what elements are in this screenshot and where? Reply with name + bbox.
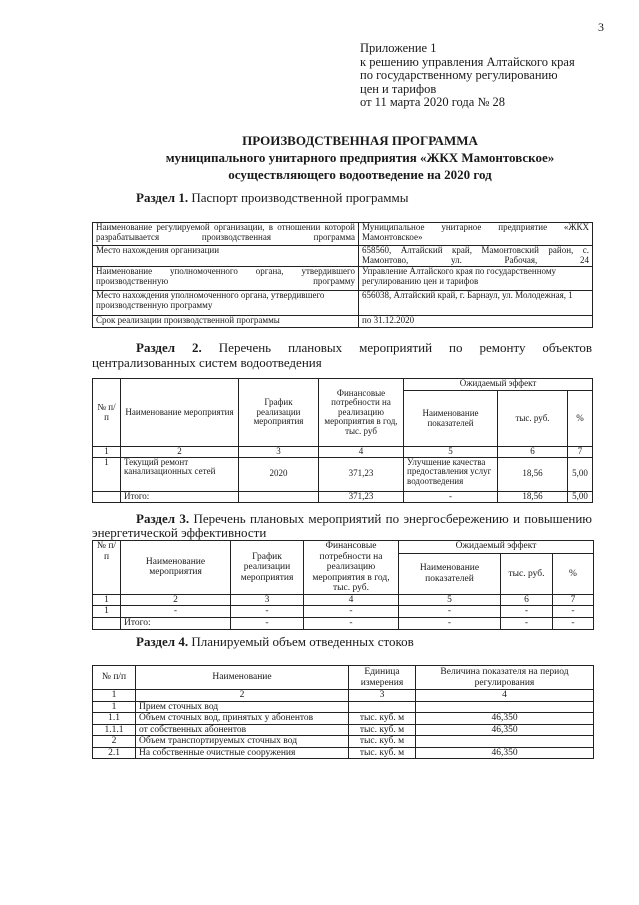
appendix-line: от 11 марта 2020 года № 28 (360, 95, 505, 109)
cell: - (399, 618, 501, 630)
cell (416, 736, 594, 748)
cell: 1.1 (93, 713, 136, 725)
cell: Срок реализации производственной программы (93, 316, 359, 328)
cell: Место нахождения уполномоченного органа, утвердившего производственную программу (93, 291, 359, 316)
cell: 3 (349, 690, 416, 702)
cell: 1.1.1 (93, 724, 136, 736)
cell: - (231, 606, 304, 618)
header-cell: Ожидаемый эффект (404, 379, 593, 391)
cell: 6 (501, 594, 553, 606)
table-row (93, 246, 593, 267)
table-row (93, 223, 593, 246)
section1-heading (136, 190, 408, 205)
cell: 18,56 (498, 491, 568, 502)
table-row (93, 316, 593, 328)
table-row (93, 491, 593, 502)
cell: 5 (404, 447, 498, 458)
header-cell: тыс. руб. (498, 391, 568, 447)
header-cell: Наименование показателей (404, 391, 498, 447)
table-row (93, 457, 593, 491)
cell: 6 (498, 447, 568, 458)
section-title: Перечень плановых мероприятий по ремонту объектов централизованных систем водоотведения (92, 340, 593, 370)
cell: - (399, 606, 501, 618)
appendix-line: цен и тарифов (360, 81, 437, 96)
header-cell: Наименование мероприятия (121, 379, 239, 447)
cell: по 31.12.2020 (359, 316, 593, 328)
header-cell: Ожидаемый эффект (399, 541, 594, 554)
table-row (93, 701, 594, 713)
header-cell: № п/п (93, 666, 136, 690)
cell: Объем сточных вод, принятых у абонентов (136, 713, 349, 725)
cell: 2 (93, 736, 136, 748)
document-title (60, 132, 639, 183)
cell: 4 (416, 690, 594, 702)
cell: - (404, 491, 498, 502)
header-cell: Наименование мероприятия (121, 541, 231, 595)
section-title: Паспорт производственной программы (191, 190, 409, 205)
title-line: осуществляющего водоотведение на 2020 год (228, 167, 492, 182)
cell: 371,23 (319, 457, 404, 491)
cell: 7 (553, 594, 594, 606)
cell (239, 491, 319, 502)
cell: - (121, 606, 231, 618)
header-cell: График реализации мероприятия (231, 541, 304, 595)
table-row (93, 291, 593, 316)
header-cell: № п/п (93, 379, 121, 447)
section-title: Перечень плановых мероприятий по энергосбережению и повышению энергетической эффективности (92, 511, 592, 540)
cell: тыс. куб. м (349, 747, 416, 759)
table-row (93, 267, 593, 291)
table-row (93, 606, 594, 618)
header-cell: Наименование показателей (399, 554, 501, 594)
cell: 371,23 (319, 491, 404, 502)
cell: Объем транспортируемых сточных вод (136, 736, 349, 748)
title-line: ПРОИЗВОДСТВЕННАЯ ПРОГРАММА (242, 133, 478, 148)
section-label: Раздел 4. (136, 634, 189, 649)
cell: Прием сточных вод (136, 701, 349, 713)
cell: 2020 (239, 457, 319, 491)
header-cell: % (553, 554, 594, 594)
table-row (93, 724, 594, 736)
cell: 5,00 (568, 491, 593, 502)
header-cell: Наименование (136, 666, 349, 690)
cell: 1 (93, 690, 136, 702)
cell: 2 (121, 594, 231, 606)
cell: 1 (93, 606, 121, 618)
cell: Муниципальное унитарное предприятие «ЖКХ Мамонтовское» (359, 223, 593, 246)
cell: 1 (93, 594, 121, 606)
cell: 2 (136, 690, 349, 702)
section3-table (92, 540, 594, 630)
cell: 2 (121, 447, 239, 458)
section2-table (92, 378, 593, 503)
section-label: Раздел 1. (136, 190, 189, 205)
cell (416, 701, 594, 713)
section1-table (92, 222, 593, 328)
section4-heading (136, 634, 414, 649)
cell: Место нахождения организации (93, 246, 359, 267)
table-row (93, 594, 594, 606)
cell: Наименование уполномоченного органа, утвердившего производственную программу (93, 267, 359, 291)
cell: 7 (568, 447, 593, 458)
header-cell: Финансовые потребности на реализацию мероприятия в год, тыс. руб. (304, 541, 399, 595)
cell: 1 (93, 447, 121, 458)
cell: - (553, 618, 594, 630)
cell: Текущий ремонт канализационных сетей (121, 457, 239, 491)
cell: Улучшение качества предоставления услуг водоотведения (404, 457, 498, 491)
cell: - (553, 606, 594, 618)
section2-heading (92, 340, 592, 370)
header-cell: Единица измерения (349, 666, 416, 690)
cell (349, 701, 416, 713)
appendix-line: по государственному регулированию (360, 68, 558, 82)
table-row (93, 736, 594, 748)
cell: 2.1 (93, 747, 136, 759)
page-number: 3 (598, 20, 604, 34)
table-row (93, 690, 594, 702)
section-label: Раздел 3. (136, 511, 190, 526)
header-cell: % (568, 391, 593, 447)
header-cell: Величина показателя на период регулирования (416, 666, 594, 690)
cell: - (304, 606, 399, 618)
cell: 656038, Алтайский край, г. Барнаул, ул. Молодежная, 1 (359, 291, 593, 316)
cell: Наименование регулируемой организации, в отношении которой разрабатывается производственная программа (93, 223, 359, 246)
table-row (93, 713, 594, 725)
cell: Итого: (121, 618, 231, 630)
cell: от собственных абонентов (136, 724, 349, 736)
cell: 1 (93, 701, 136, 713)
cell: 5 (399, 594, 501, 606)
cell: - (231, 618, 304, 630)
section-label: Раздел 2. (136, 340, 202, 355)
header-cell: Финансовые потребности на реализацию мероприятия в год, тыс. руб (319, 379, 404, 447)
cell: тыс. куб. м (349, 713, 416, 725)
table-row (93, 747, 594, 759)
header-cell: График реализации мероприятия (239, 379, 319, 447)
cell (93, 491, 121, 502)
cell: 658560, Алтайский край, Мамонтовский район, с. Мамонтово, ул. Рабочая, 24 (359, 246, 593, 267)
cell: - (501, 618, 553, 630)
cell: 46,350 (416, 724, 594, 736)
cell: 3 (231, 594, 304, 606)
cell: 5,00 (568, 457, 593, 491)
cell: 4 (304, 594, 399, 606)
cell: - (501, 606, 553, 618)
cell: 3 (239, 447, 319, 458)
cell: 4 (319, 447, 404, 458)
section3-heading (92, 512, 592, 540)
cell: Итого: (121, 491, 239, 502)
section4-table (92, 665, 594, 759)
cell: Управление Алтайского края по государственному регулированию цен и тарифов (359, 267, 593, 291)
cell: тыс. куб. м (349, 736, 416, 748)
cell: 46,350 (416, 747, 594, 759)
appendix-header (360, 42, 575, 110)
header-cell: № п/п (93, 541, 121, 595)
cell: 46,350 (416, 713, 594, 725)
appendix-line: к решению управления Алтайского края (360, 54, 575, 69)
table-row (93, 618, 594, 630)
section-title: Планируемый объем отведенных стоков (191, 634, 414, 649)
table-row (93, 447, 593, 458)
appendix-line: Приложение 1 (360, 41, 437, 55)
cell: - (304, 618, 399, 630)
header-cell: тыс. руб. (501, 554, 553, 594)
title-line: муниципального унитарного предприятия «ЖКХ Мамонтовское» (165, 150, 555, 165)
cell: 1 (93, 457, 121, 491)
cell: тыс. куб. м (349, 724, 416, 736)
cell: 18,56 (498, 457, 568, 491)
cell: На собственные очистные сооружения (136, 747, 349, 759)
cell (93, 618, 121, 630)
